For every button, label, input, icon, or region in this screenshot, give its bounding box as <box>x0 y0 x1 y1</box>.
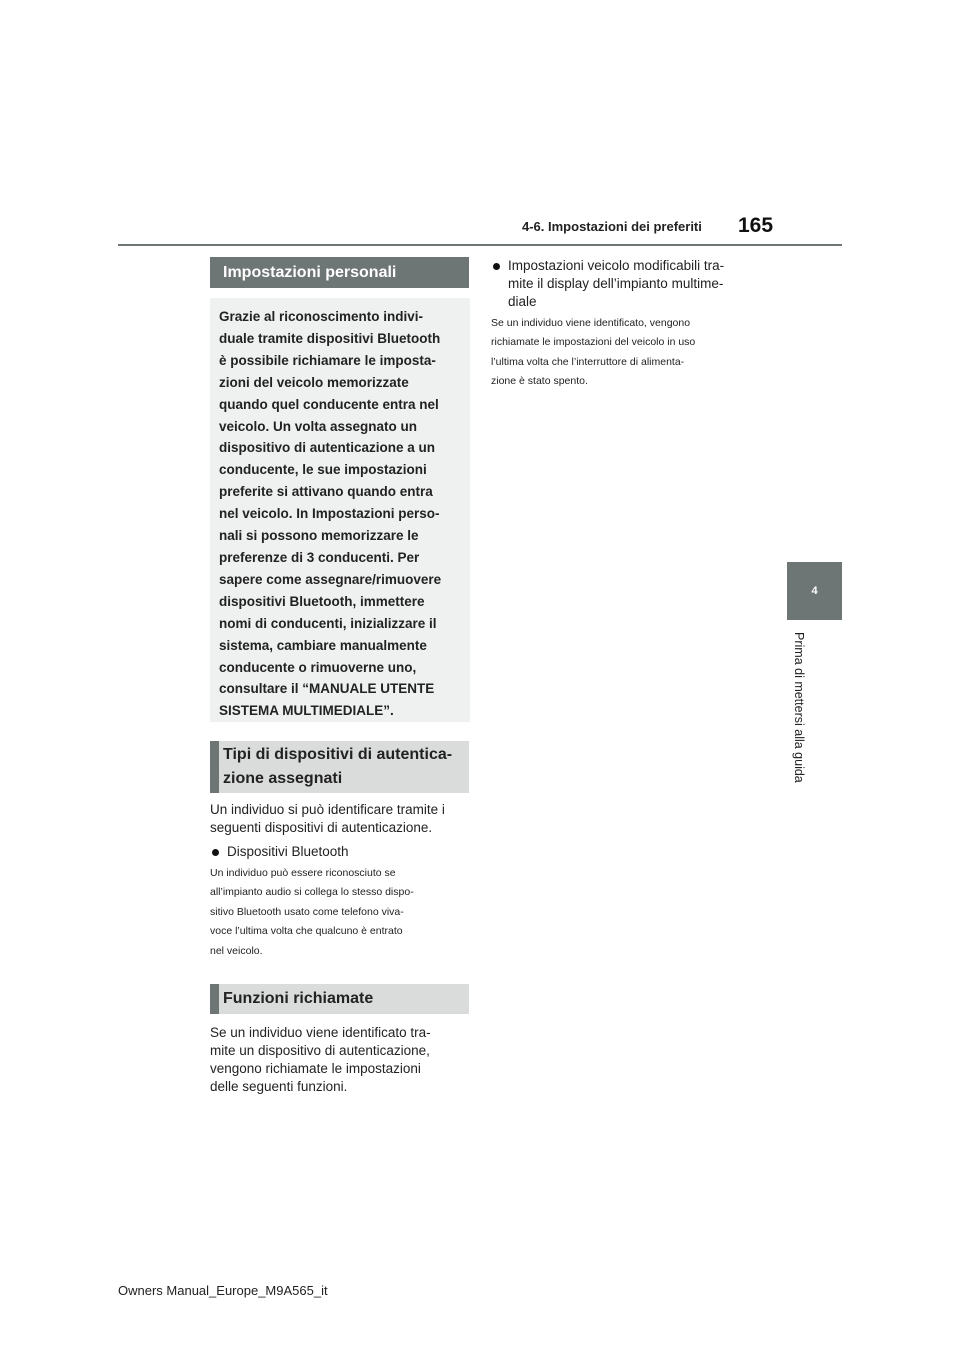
functions-paragraph <box>210 1024 431 1096</box>
intro-line: conducente o rimuoverne uno, <box>219 659 417 675</box>
heading-personal-label: Impostazioni personali <box>223 264 397 281</box>
intro-line: duale tramite dispositivi Bluetooth <box>219 330 441 346</box>
heading-personal-settings <box>210 257 469 288</box>
types-line: Un individuo si può identificare tramite i <box>210 802 445 817</box>
intro-line: conducente, le sue impostazioni <box>219 462 427 478</box>
intro-line: zioni del veicolo memorizzate <box>219 374 409 390</box>
bullet-vehicle-line: diale <box>508 294 537 309</box>
intro-line: preferenze di 3 conducenti. Per <box>219 549 420 565</box>
intro-line: nomi di conducenti, inizializzare il <box>219 615 437 631</box>
chapter-number: 4 <box>811 585 818 597</box>
footer-text: Owners Manual_Europe_M9A565_it <box>118 1283 328 1298</box>
intro-line: nali si possono memorizzare le <box>219 528 419 544</box>
types-line: seguenti dispositivi di autenticazione. <box>210 820 433 835</box>
heading-functions-label: Funzioni richiamate <box>223 990 374 1007</box>
types-paragraph <box>210 801 445 837</box>
header-divider <box>118 244 842 246</box>
functions-line: vengono richiamate le impostazioni <box>210 1061 421 1076</box>
intro-line: SISTEMA MULTIMEDIALE”. <box>219 703 394 719</box>
bluetooth-detail-line: sitivo Bluetooth usato come telefono viva- <box>210 905 404 918</box>
bullet-vehicle-line: Impostazioni veicolo modificabili tra- <box>508 258 725 273</box>
intro-line: dispositivi Bluetooth, immettere <box>219 593 425 609</box>
bullet-dot-icon <box>493 263 500 270</box>
intro-line: nel veicolo. In Impostazioni perso- <box>219 506 440 522</box>
vehicle-detail-line: richiamate le impostazioni del veicolo in uso <box>491 336 696 349</box>
heading-types-line: Tipi di dispositivi di autentica- <box>223 746 453 763</box>
functions-line: Se un individuo viene identificato tra- <box>210 1025 431 1040</box>
bluetooth-detail-line: all’impianto audio si collega lo stesso dispo- <box>210 886 414 899</box>
page-number: 165 <box>738 214 774 237</box>
bullet-bluetooth <box>210 843 349 861</box>
functions-line: mite un dispositivo di autenticazione, <box>210 1043 430 1058</box>
section-title: 4-6. Impostazioni dei preferiti <box>522 219 702 234</box>
intro-line: sapere come assegnare/rimuovere <box>219 571 442 587</box>
intro-line: quando quel conducente entra nel <box>219 396 439 412</box>
bullet-bluetooth-label: Dispositivi Bluetooth <box>227 844 349 859</box>
vehicle-detail-line: Se un individuo viene identificato, vengono <box>491 317 691 329</box>
heading-functions <box>210 984 469 1014</box>
bluetooth-detail-line: nel veicolo. <box>210 944 263 957</box>
vehicle-detail <box>491 314 695 392</box>
heading-types-label <box>219 741 469 791</box>
vehicle-detail-line: zione è stato spento. <box>491 375 588 388</box>
intro-line: dispositivo di autenticazione a un <box>219 440 436 456</box>
bullet-vehicle-line: mite il display dell’impianto multime- <box>508 276 724 291</box>
vehicle-detail-line: l’ultima volta che l’interruttore di alimenta- <box>491 355 685 368</box>
intro-box <box>210 298 470 722</box>
bluetooth-detail-line: Un individuo può essere riconosciuto se <box>210 867 396 879</box>
bullet-dot-icon <box>212 849 219 856</box>
intro-line: consultare il “MANUALE UTENTE <box>219 681 435 697</box>
bullet-vehicle-text <box>508 257 724 311</box>
chapter-tab <box>787 562 842 620</box>
functions-line: delle seguenti funzioni. <box>210 1079 348 1094</box>
bullet-vehicle-settings <box>491 257 724 311</box>
bluetooth-detail <box>210 864 414 961</box>
bluetooth-detail-line: voce l’ultima volta che qualcuno è entrato <box>210 925 403 938</box>
heading-device-types <box>210 741 469 793</box>
intro-line: veicolo. Un volta assegnato un <box>219 418 418 434</box>
intro-line: Grazie al riconoscimento indivi- <box>219 309 424 324</box>
chapter-title: Prima di mettersi alla guida <box>792 632 806 783</box>
intro-line: preferite si attivano quando entra <box>219 484 433 500</box>
intro-line: è possibile richiamare le imposta- <box>219 352 436 368</box>
heading-types-line: zione assegnati <box>223 770 343 787</box>
intro-line: sistema, cambiare manualmente <box>219 637 427 653</box>
